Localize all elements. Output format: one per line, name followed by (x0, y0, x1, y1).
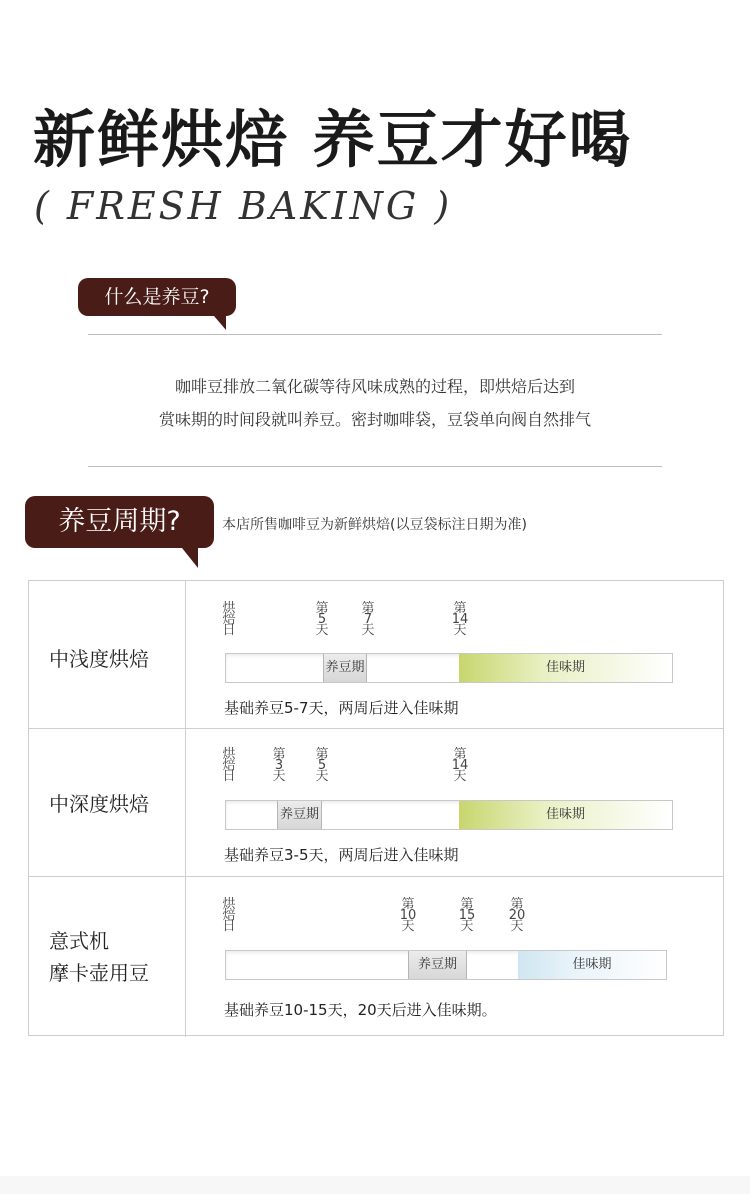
mark-line-2: 焙 (222, 612, 236, 627)
mark-line-2: 14 (451, 758, 469, 773)
divider-bottom (88, 466, 662, 467)
best-flavor-segment: 佳味期 (518, 951, 666, 979)
mark-line-3: 天 (401, 919, 415, 934)
mark-line-3: 日 (222, 623, 236, 638)
timeline-bar (225, 653, 673, 683)
timeline-mark (218, 899, 240, 932)
cycle-question-text: 养豆周期? (58, 506, 181, 537)
mark-line-2: 15 (458, 908, 476, 923)
row-note: 基础养豆10-15天，20天后进入佳味期。 (224, 1001, 497, 1019)
cycle-table (28, 580, 724, 1036)
hero-subtitle: ( FRESH BAKING ) (34, 184, 453, 228)
mark-line-3: 天 (272, 769, 286, 784)
store-note: 本店所售咖啡豆为新鲜烘焙(以豆袋标注日期为准) (222, 517, 527, 533)
mark-line-3: 日 (222, 769, 236, 784)
mark-line-1: 第 (460, 897, 474, 912)
row-label-medium-dark (49, 788, 149, 820)
timeline-mark (397, 899, 419, 932)
timeline-mark (506, 899, 528, 932)
mark-line-3: 天 (315, 623, 329, 638)
timeline-mark (449, 603, 471, 636)
definition-line-2: 赏味期的时间段就叫养豆。密封咖啡袋，豆袋单向阀自然排气 (158, 410, 591, 429)
definition-line-1: 咖啡豆排放二氧化碳等待风味成熟的过程，即烘焙后达到 (174, 377, 575, 396)
mark-line-2: 焙 (222, 908, 236, 923)
timeline-mark (311, 603, 333, 636)
mark-line-1: 烘 (222, 897, 236, 912)
timeline-mark (357, 603, 379, 636)
mark-line-1: 第 (453, 601, 467, 616)
mark-line-2: 5 (317, 758, 327, 773)
timeline-mark (456, 899, 478, 932)
table-column-divider (185, 581, 186, 1037)
mark-line-1: 第 (272, 747, 286, 762)
mark-line-2: 10 (399, 908, 417, 923)
mark-line-2: 14 (451, 612, 469, 627)
hero-title: 新鲜烘焙 养豆才好喝 (33, 103, 633, 176)
mark-line-3: 天 (453, 623, 467, 638)
timeline-mark (311, 749, 333, 782)
row-label-line-1: 中深度烘焙 (49, 792, 149, 816)
cycle-question-bubble (25, 496, 214, 548)
row-label-line-1: 意式机 (49, 929, 109, 953)
row-label-espresso-moka (49, 925, 149, 989)
row-label-light-medium (49, 643, 149, 675)
table-row-divider (29, 876, 723, 877)
divider-top (88, 334, 662, 335)
mark-line-3: 天 (453, 769, 467, 784)
mark-line-1: 烘 (222, 601, 236, 616)
timeline-mark (268, 749, 290, 782)
row-label-line-2: 摩卡壶用豆 (49, 961, 149, 985)
mark-line-3: 天 (510, 919, 524, 934)
timeline-mark (449, 749, 471, 782)
mark-line-3: 天 (361, 623, 375, 638)
mark-line-3: 天 (315, 769, 329, 784)
mark-line-1: 烘 (222, 747, 236, 762)
best-flavor-segment: 佳味期 (459, 801, 672, 829)
best-flavor-segment: 佳味期 (459, 654, 672, 682)
mark-line-1: 第 (453, 747, 467, 762)
mark-line-2: 3 (274, 758, 284, 773)
footer-band (0, 1176, 750, 1194)
mark-line-2: 7 (363, 612, 373, 627)
mark-line-1: 第 (315, 747, 329, 762)
row-label-line-1: 中浅度烘焙 (49, 647, 149, 671)
table-row-divider (29, 728, 723, 729)
mark-line-2: 焙 (222, 758, 236, 773)
timeline-mark (218, 749, 240, 782)
mark-line-3: 天 (460, 919, 474, 934)
mark-line-2: 20 (508, 908, 526, 923)
timeline-bar (225, 800, 673, 830)
timeline-bar (225, 950, 667, 980)
mark-line-1: 第 (315, 601, 329, 616)
what-is-question-text: 什么是养豆? (104, 286, 210, 308)
mark-line-2: 5 (317, 612, 327, 627)
cultivation-period-segment: 养豆期 (408, 951, 467, 979)
what-is-question-bubble (78, 278, 236, 316)
row-note: 基础养豆5-7天，两周后进入佳味期 (224, 699, 459, 717)
mark-line-1: 第 (510, 897, 524, 912)
mark-line-1: 第 (361, 601, 375, 616)
timeline-mark (218, 603, 240, 636)
row-note: 基础养豆3-5天，两周后进入佳味期 (224, 846, 459, 864)
cultivation-period-segment: 养豆期 (323, 654, 367, 682)
cultivation-period-segment: 养豆期 (277, 801, 322, 829)
mark-line-3: 日 (222, 919, 236, 934)
mark-line-1: 第 (401, 897, 415, 912)
